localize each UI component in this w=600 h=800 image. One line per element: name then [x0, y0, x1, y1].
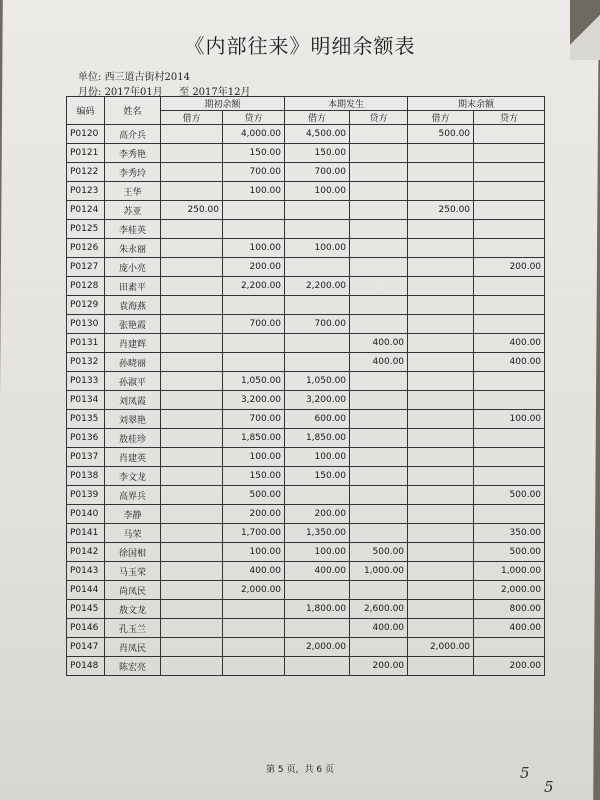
current-debit-cell [285, 334, 350, 353]
row-name: 高界兵 [105, 486, 161, 505]
closing-credit-cell [474, 220, 545, 239]
closing-debit-cell [408, 163, 474, 182]
opening-debit-cell [161, 429, 223, 448]
closing-debit-cell [408, 239, 474, 258]
table-row [67, 638, 545, 657]
current-debit-cell [285, 486, 350, 505]
closing-credit-cell: 200.00 [474, 657, 545, 676]
closing-debit-cell [408, 562, 474, 581]
header-name: 姓名 [105, 97, 161, 125]
opening-debit-cell [161, 410, 223, 429]
table-row [67, 372, 545, 391]
row-name: 敖桂珍 [105, 429, 161, 448]
current-credit-cell [350, 448, 408, 467]
opening-credit-cell: 1,700.00 [223, 524, 285, 543]
row-code: P0128 [67, 277, 105, 296]
closing-debit-cell [408, 258, 474, 277]
table-body [67, 125, 545, 676]
current-credit-cell [350, 429, 408, 448]
current-debit-cell: 600.00 [285, 410, 350, 429]
opening-credit-cell [223, 296, 285, 315]
row-name: 高介兵 [105, 125, 161, 144]
opening-debit-cell [161, 448, 223, 467]
opening-debit-cell [161, 182, 223, 201]
row-code: P0142 [67, 543, 105, 562]
opening-credit-cell: 400.00 [223, 562, 285, 581]
opening-debit-cell [161, 334, 223, 353]
row-name: 李静 [105, 505, 161, 524]
opening-debit-cell [161, 467, 223, 486]
closing-credit-cell [474, 372, 545, 391]
opening-credit-cell: 700.00 [223, 315, 285, 334]
row-code: P0145 [67, 600, 105, 619]
current-debit-cell: 2,000.00 [285, 638, 350, 657]
table-row [67, 125, 545, 144]
closing-credit-cell [474, 391, 545, 410]
row-name: 肖建英 [105, 448, 161, 467]
row-name: 刘凤霞 [105, 391, 161, 410]
current-debit-cell [285, 619, 350, 638]
current-debit-cell: 1,800.00 [285, 600, 350, 619]
table-row [67, 353, 545, 372]
row-code: P0147 [67, 638, 105, 657]
opening-debit-cell [161, 543, 223, 562]
opening-credit-cell [223, 657, 285, 676]
current-debit-cell: 100.00 [285, 543, 350, 562]
table-row [67, 467, 545, 486]
opening-debit-cell [161, 163, 223, 182]
opening-credit-cell: 1,850.00 [223, 429, 285, 448]
row-code: P0121 [67, 144, 105, 163]
closing-credit-cell: 500.00 [474, 543, 545, 562]
opening-debit-cell [161, 353, 223, 372]
row-code: P0133 [67, 372, 105, 391]
row-name: 袁海燕 [105, 296, 161, 315]
table-row [67, 562, 545, 581]
closing-credit-cell [474, 277, 545, 296]
current-credit-cell: 200.00 [350, 657, 408, 676]
table-row [67, 220, 545, 239]
opening-debit-cell [161, 562, 223, 581]
row-code: P0134 [67, 391, 105, 410]
closing-credit-cell: 500.00 [474, 486, 545, 505]
opening-credit-cell [223, 201, 285, 220]
current-credit-cell [350, 182, 408, 201]
row-code: P0130 [67, 315, 105, 334]
current-credit-cell [350, 144, 408, 163]
current-credit-cell: 400.00 [350, 353, 408, 372]
row-code: P0141 [67, 524, 105, 543]
current-credit-cell [350, 277, 408, 296]
row-name: 肖建辉 [105, 334, 161, 353]
header-opening-credit: 贷方 [223, 111, 285, 125]
unit-label: 单位: [78, 72, 102, 83]
current-credit-cell [350, 372, 408, 391]
closing-debit-cell: 250.00 [408, 201, 474, 220]
opening-credit-cell [223, 619, 285, 638]
current-credit-cell [350, 581, 408, 600]
closing-debit-cell [408, 505, 474, 524]
current-debit-cell: 100.00 [285, 448, 350, 467]
row-code: P0125 [67, 220, 105, 239]
current-credit-cell [350, 239, 408, 258]
closing-debit-cell [408, 448, 474, 467]
table-row [67, 201, 545, 220]
current-credit-cell: 400.00 [350, 334, 408, 353]
opening-credit-cell [223, 638, 285, 657]
row-code: P0135 [67, 410, 105, 429]
closing-credit-cell [474, 125, 545, 144]
closing-credit-cell [474, 144, 545, 163]
current-debit-cell: 1,350.00 [285, 524, 350, 543]
row-name: 刘翠艳 [105, 410, 161, 429]
table-row [67, 543, 545, 562]
row-name: 敖文龙 [105, 600, 161, 619]
closing-debit-cell [408, 372, 474, 391]
opening-credit-cell: 200.00 [223, 505, 285, 524]
closing-debit-cell [408, 296, 474, 315]
row-code: P0139 [67, 486, 105, 505]
closing-credit-cell: 2,000.00 [474, 581, 545, 600]
current-credit-cell [350, 258, 408, 277]
opening-credit-cell [223, 334, 285, 353]
closing-debit-cell [408, 524, 474, 543]
current-credit-cell [350, 638, 408, 657]
opening-debit-cell [161, 239, 223, 258]
row-name: 李秀玲 [105, 163, 161, 182]
period-label: 月份: [78, 87, 102, 98]
closing-credit-cell [474, 448, 545, 467]
balance-table [66, 96, 545, 676]
closing-debit-cell [408, 315, 474, 334]
closing-credit-cell [474, 429, 545, 448]
current-debit-cell [285, 353, 350, 372]
opening-credit-cell: 100.00 [223, 543, 285, 562]
header-closing: 期末余额 [408, 97, 545, 111]
current-debit-cell [285, 296, 350, 315]
row-code: P0122 [67, 163, 105, 182]
closing-debit-cell [408, 600, 474, 619]
closing-debit-cell [408, 486, 474, 505]
row-code: P0131 [67, 334, 105, 353]
opening-credit-cell: 2,200.00 [223, 277, 285, 296]
current-credit-cell [350, 505, 408, 524]
opening-credit-cell: 2,000.00 [223, 581, 285, 600]
current-credit-cell [350, 163, 408, 182]
row-name: 孙晓丽 [105, 353, 161, 372]
table-row [67, 258, 545, 277]
opening-debit-cell [161, 144, 223, 163]
header-opening: 期初余额 [161, 97, 285, 111]
closing-debit-cell [408, 220, 474, 239]
closing-debit-cell: 500.00 [408, 125, 474, 144]
row-name: 马玉荣 [105, 562, 161, 581]
row-name: 庞小亮 [105, 258, 161, 277]
table-row [67, 239, 545, 258]
closing-debit-cell [408, 619, 474, 638]
row-name: 朱永丽 [105, 239, 161, 258]
table-row [67, 277, 545, 296]
row-code: P0144 [67, 581, 105, 600]
current-debit-cell [285, 258, 350, 277]
unit-line [78, 68, 190, 83]
opening-credit-cell: 100.00 [223, 448, 285, 467]
row-name: 陈宏亮 [105, 657, 161, 676]
table-row [67, 315, 545, 334]
closing-credit-cell [474, 182, 545, 201]
table-row [67, 600, 545, 619]
opening-credit-cell: 700.00 [223, 163, 285, 182]
page-footer: 第 5 页，共 6 页 [266, 765, 334, 775]
opening-debit-cell [161, 638, 223, 657]
closing-credit-cell [474, 163, 545, 182]
current-credit-cell: 400.00 [350, 619, 408, 638]
period-to-label: 至 [179, 87, 190, 98]
unit-value: 西三道古街村2014 [104, 72, 191, 83]
opening-debit-cell [161, 391, 223, 410]
opening-credit-cell: 100.00 [223, 239, 285, 258]
opening-debit-cell [161, 220, 223, 239]
table-row [67, 144, 545, 163]
row-name: 李桂英 [105, 220, 161, 239]
current-debit-cell: 100.00 [285, 239, 350, 258]
header-closing-debit: 借方 [408, 111, 474, 125]
current-credit-cell [350, 125, 408, 144]
row-code: P0120 [67, 125, 105, 144]
table-row [67, 296, 545, 315]
opening-credit-cell: 4,000.00 [223, 125, 285, 144]
current-credit-cell: 500.00 [350, 543, 408, 562]
row-name: 孔玉兰 [105, 619, 161, 638]
row-code: P0127 [67, 258, 105, 277]
row-code: P0140 [67, 505, 105, 524]
current-debit-cell: 2,200.00 [285, 277, 350, 296]
row-name: 孙淑平 [105, 372, 161, 391]
current-debit-cell: 400.00 [285, 562, 350, 581]
opening-debit-cell [161, 505, 223, 524]
table-row [67, 429, 545, 448]
current-credit-cell [350, 486, 408, 505]
closing-debit-cell [408, 657, 474, 676]
row-name: 田素平 [105, 277, 161, 296]
row-code: P0137 [67, 448, 105, 467]
period-from: 2017年01月 [104, 87, 163, 98]
table-row [67, 486, 545, 505]
current-credit-cell [350, 391, 408, 410]
row-name: 徐国相 [105, 543, 161, 562]
current-debit-cell [285, 581, 350, 600]
header-current-credit: 贷方 [350, 111, 408, 125]
closing-debit-cell: 2,000.00 [408, 638, 474, 657]
opening-credit-cell: 100.00 [223, 182, 285, 201]
closing-credit-cell [474, 296, 545, 315]
row-name: 尚凤民 [105, 581, 161, 600]
table-row [67, 163, 545, 182]
opening-debit-cell [161, 524, 223, 543]
row-code: P0129 [67, 296, 105, 315]
header-current: 本期发生 [285, 97, 408, 111]
opening-debit-cell [161, 315, 223, 334]
table-row [67, 657, 545, 676]
current-credit-cell [350, 201, 408, 220]
closing-credit-cell: 400.00 [474, 619, 545, 638]
closing-debit-cell [408, 334, 474, 353]
row-code: P0136 [67, 429, 105, 448]
closing-credit-cell: 350.00 [474, 524, 545, 543]
current-credit-cell: 1,000.00 [350, 562, 408, 581]
opening-credit-cell: 500.00 [223, 486, 285, 505]
closing-credit-cell: 400.00 [474, 353, 545, 372]
header-current-debit: 借方 [285, 111, 350, 125]
closing-credit-cell: 1,000.00 [474, 562, 545, 581]
current-credit-cell [350, 410, 408, 429]
current-credit-cell [350, 467, 408, 486]
opening-debit-cell [161, 600, 223, 619]
closing-credit-cell [474, 201, 545, 220]
table-row [67, 505, 545, 524]
row-name: 马荣 [105, 524, 161, 543]
opening-debit-cell [161, 657, 223, 676]
row-code: P0123 [67, 182, 105, 201]
table-row [67, 334, 545, 353]
row-name: 苏亚 [105, 201, 161, 220]
row-code: P0132 [67, 353, 105, 372]
table-row [67, 619, 545, 638]
row-name: 王华 [105, 182, 161, 201]
opening-credit-cell [223, 353, 285, 372]
header-closing-credit: 贷方 [474, 111, 545, 125]
closing-debit-cell [408, 467, 474, 486]
handwritten-mark: 5 [520, 764, 530, 782]
current-debit-cell: 3,200.00 [285, 391, 350, 410]
opening-credit-cell: 3,200.00 [223, 391, 285, 410]
current-debit-cell: 100.00 [285, 182, 350, 201]
table-row [67, 410, 545, 429]
current-debit-cell: 1,850.00 [285, 429, 350, 448]
current-credit-cell [350, 296, 408, 315]
opening-debit-cell [161, 277, 223, 296]
opening-debit-cell: 250.00 [161, 201, 223, 220]
row-name: 李秀艳 [105, 144, 161, 163]
handwritten-mark-2: 5 [544, 778, 554, 796]
opening-credit-cell: 150.00 [223, 467, 285, 486]
current-debit-cell: 1,050.00 [285, 372, 350, 391]
row-code: P0143 [67, 562, 105, 581]
current-debit-cell: 150.00 [285, 144, 350, 163]
row-name: 肖凤民 [105, 638, 161, 657]
opening-debit-cell [161, 125, 223, 144]
table-row [67, 524, 545, 543]
closing-credit-cell [474, 638, 545, 657]
table-row [67, 182, 545, 201]
opening-debit-cell [161, 296, 223, 315]
table-row [67, 581, 545, 600]
current-debit-cell: 700.00 [285, 163, 350, 182]
row-code: P0138 [67, 467, 105, 486]
closing-debit-cell [408, 410, 474, 429]
closing-debit-cell [408, 543, 474, 562]
opening-debit-cell [161, 486, 223, 505]
closing-debit-cell [408, 182, 474, 201]
current-credit-cell: 2,600.00 [350, 600, 408, 619]
opening-credit-cell: 200.00 [223, 258, 285, 277]
closing-debit-cell [408, 429, 474, 448]
closing-debit-cell [408, 391, 474, 410]
closing-credit-cell: 200.00 [474, 258, 545, 277]
row-code: P0148 [67, 657, 105, 676]
opening-credit-cell [223, 600, 285, 619]
current-debit-cell: 150.00 [285, 467, 350, 486]
closing-debit-cell [408, 353, 474, 372]
table-row [67, 391, 545, 410]
opening-credit-cell: 1,050.00 [223, 372, 285, 391]
report-title: 《内部往来》明细余额表 [184, 34, 416, 58]
table-row [67, 448, 545, 467]
current-debit-cell [285, 657, 350, 676]
current-debit-cell: 4,500.00 [285, 125, 350, 144]
current-debit-cell [285, 220, 350, 239]
row-code: P0124 [67, 201, 105, 220]
opening-credit-cell: 700.00 [223, 410, 285, 429]
closing-credit-cell [474, 505, 545, 524]
current-debit-cell: 200.00 [285, 505, 350, 524]
current-credit-cell [350, 220, 408, 239]
closing-debit-cell [408, 144, 474, 163]
closing-debit-cell [408, 581, 474, 600]
closing-credit-cell [474, 467, 545, 486]
current-debit-cell: 700.00 [285, 315, 350, 334]
current-debit-cell [285, 201, 350, 220]
opening-debit-cell [161, 619, 223, 638]
row-code: P0146 [67, 619, 105, 638]
opening-credit-cell [223, 220, 285, 239]
opening-debit-cell [161, 372, 223, 391]
closing-credit-cell: 400.00 [474, 334, 545, 353]
header-code: 编码 [67, 97, 105, 125]
row-name: 张艳霞 [105, 315, 161, 334]
current-credit-cell [350, 315, 408, 334]
row-name: 李文龙 [105, 467, 161, 486]
closing-credit-cell [474, 239, 545, 258]
opening-debit-cell [161, 258, 223, 277]
row-code: P0126 [67, 239, 105, 258]
closing-credit-cell: 100.00 [474, 410, 545, 429]
closing-credit-cell: 800.00 [474, 600, 545, 619]
current-credit-cell [350, 524, 408, 543]
period-to: 2017年12月 [192, 87, 251, 98]
opening-debit-cell [161, 581, 223, 600]
closing-debit-cell [408, 277, 474, 296]
opening-credit-cell: 150.00 [223, 144, 285, 163]
header-opening-debit: 借方 [161, 111, 223, 125]
closing-credit-cell [474, 315, 545, 334]
